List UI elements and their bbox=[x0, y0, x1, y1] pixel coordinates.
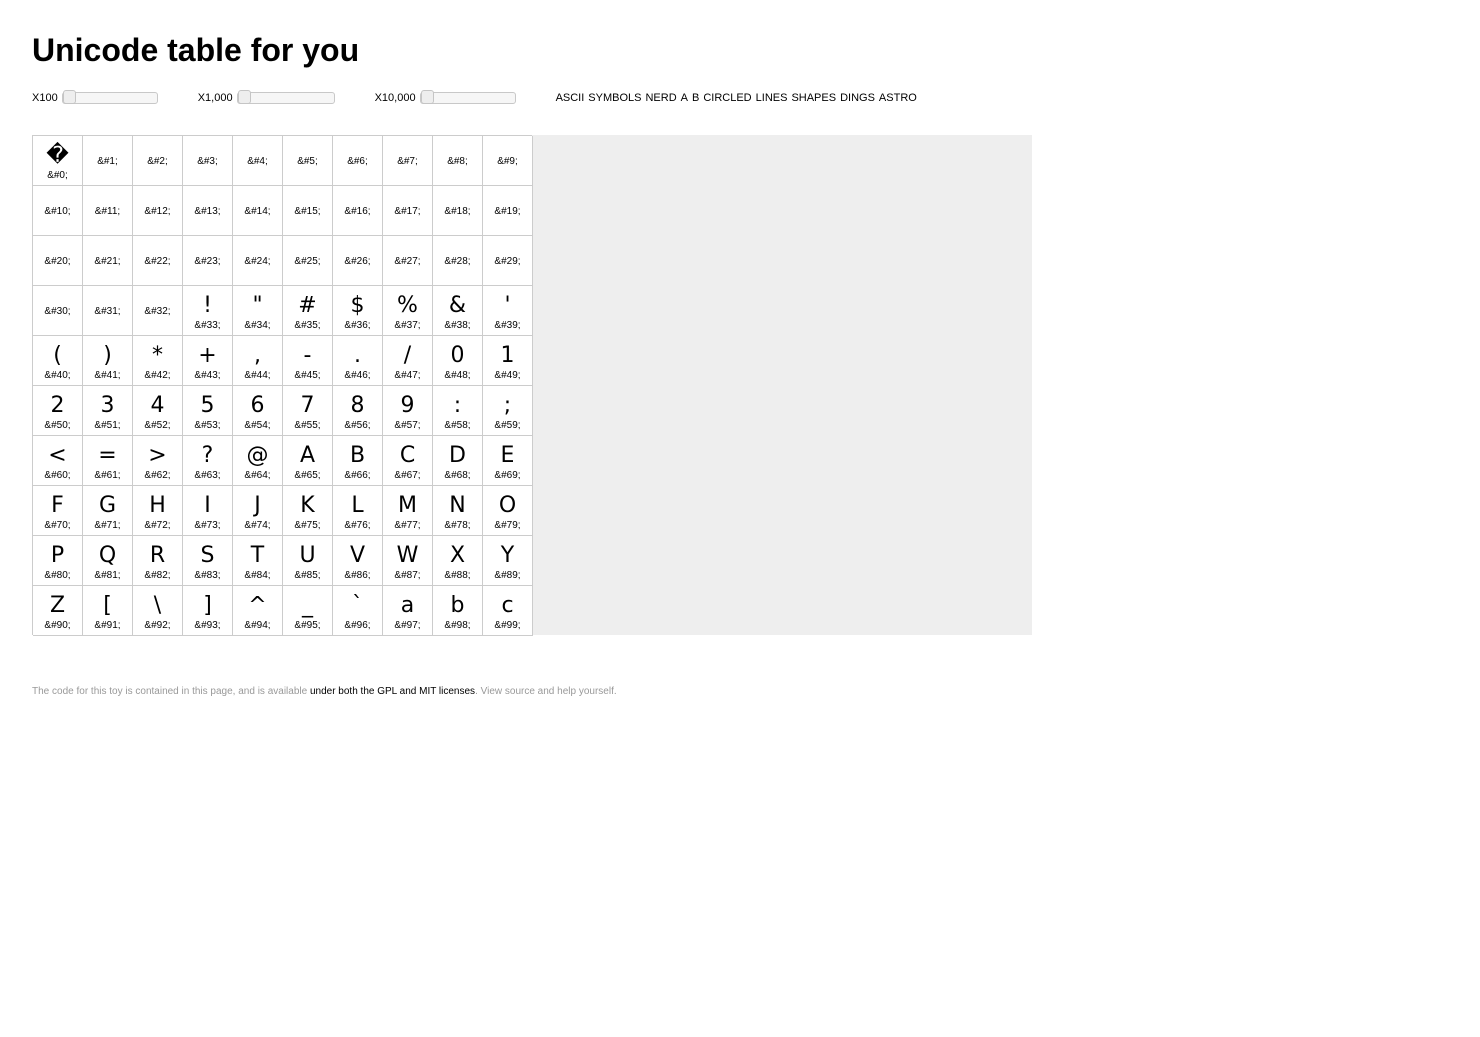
char-glyph: X bbox=[449, 543, 466, 568]
table-panel bbox=[32, 135, 1032, 635]
char-cell[interactable] bbox=[433, 136, 483, 186]
preset-links bbox=[556, 92, 921, 104]
char-cell[interactable] bbox=[33, 386, 83, 436]
char-code: &#15; bbox=[294, 206, 321, 217]
char-code: &#58; bbox=[444, 420, 471, 431]
char-cell[interactable] bbox=[83, 486, 133, 536]
char-glyph: , bbox=[254, 343, 261, 368]
char-cell[interactable] bbox=[33, 186, 83, 236]
slider-x100[interactable] bbox=[62, 92, 158, 104]
char-cell[interactable] bbox=[433, 486, 483, 536]
char-cell[interactable] bbox=[233, 336, 283, 386]
char-cell[interactable] bbox=[33, 136, 83, 186]
char-code: &#92; bbox=[144, 620, 171, 631]
char-cell[interactable] bbox=[333, 136, 383, 186]
char-glyph: & bbox=[448, 293, 467, 318]
char-cell[interactable] bbox=[383, 436, 433, 486]
char-cell[interactable] bbox=[433, 436, 483, 486]
char-cell[interactable] bbox=[83, 536, 133, 586]
slider-label-x100: X100 bbox=[32, 92, 58, 104]
char-cell[interactable] bbox=[33, 536, 83, 586]
char-glyph: O bbox=[498, 493, 517, 518]
char-glyph: Z bbox=[49, 593, 66, 618]
char-code: &#52; bbox=[144, 420, 171, 431]
char-glyph: 9 bbox=[400, 393, 415, 418]
preset-astro[interactable]: ASTRO bbox=[878, 92, 917, 104]
char-cell[interactable] bbox=[483, 186, 533, 236]
char-cell[interactable] bbox=[333, 336, 383, 386]
char-cell[interactable] bbox=[283, 286, 333, 336]
char-cell[interactable] bbox=[333, 586, 383, 636]
char-code: &#67; bbox=[394, 470, 421, 481]
char-cell[interactable] bbox=[333, 486, 383, 536]
slider-thumb-x1000[interactable] bbox=[238, 90, 251, 104]
char-code: &#57; bbox=[394, 420, 421, 431]
char-glyph: ] bbox=[203, 593, 212, 618]
char-glyph: $ bbox=[350, 293, 365, 318]
char-cell[interactable] bbox=[483, 586, 533, 636]
char-code: &#87; bbox=[394, 570, 421, 581]
unicode-grid bbox=[32, 135, 532, 635]
char-code: &#3; bbox=[197, 156, 218, 167]
char-cell[interactable] bbox=[483, 136, 533, 186]
char-cell[interactable] bbox=[233, 536, 283, 586]
preset-ascii[interactable]: ASCII bbox=[555, 92, 585, 104]
char-cell[interactable] bbox=[183, 536, 233, 586]
char-code: &#65; bbox=[294, 470, 321, 481]
char-glyph: 8 bbox=[350, 393, 365, 418]
char-code: &#94; bbox=[244, 620, 271, 631]
char-code: &#60; bbox=[44, 470, 71, 481]
char-cell[interactable] bbox=[383, 186, 433, 236]
char-code: &#31; bbox=[94, 306, 121, 317]
char-cell[interactable] bbox=[233, 386, 283, 436]
char-code: &#90; bbox=[44, 620, 71, 631]
char-code: &#74; bbox=[244, 520, 271, 531]
char-code: &#45; bbox=[294, 370, 321, 381]
char-code: &#27; bbox=[394, 256, 421, 267]
slider-group-x10000 bbox=[375, 92, 516, 104]
char-glyph: \ bbox=[153, 593, 162, 618]
char-code: &#40; bbox=[44, 370, 71, 381]
char-cell[interactable] bbox=[333, 286, 383, 336]
char-code: &#76; bbox=[344, 520, 371, 531]
char-code: &#26; bbox=[344, 256, 371, 267]
char-code: &#79; bbox=[494, 520, 521, 531]
char-glyph: M bbox=[398, 493, 417, 518]
char-code: &#85; bbox=[294, 570, 321, 581]
char-code: &#36; bbox=[344, 320, 371, 331]
char-code: &#34; bbox=[244, 320, 271, 331]
char-glyph: Q bbox=[98, 543, 117, 568]
char-cell[interactable] bbox=[83, 286, 133, 336]
char-cell[interactable] bbox=[133, 586, 183, 636]
char-cell[interactable] bbox=[183, 486, 233, 536]
preset-lines[interactable]: LINES bbox=[755, 92, 788, 104]
char-cell[interactable] bbox=[283, 486, 333, 536]
char-glyph: 6 bbox=[250, 393, 265, 418]
char-code: &#46; bbox=[344, 370, 371, 381]
char-code: &#32; bbox=[144, 306, 171, 317]
slider-label-x10000: X10,000 bbox=[374, 92, 416, 104]
char-code: &#43; bbox=[194, 370, 221, 381]
char-code: &#0; bbox=[47, 170, 68, 181]
slider-group-x100 bbox=[32, 92, 158, 104]
char-code: &#51; bbox=[94, 420, 121, 431]
char-cell[interactable] bbox=[333, 386, 383, 436]
preset-shapes[interactable]: SHAPES bbox=[791, 92, 837, 104]
footer-text-before: The code for this toy is contained in this page, and is available bbox=[32, 686, 310, 697]
char-code: &#42; bbox=[144, 370, 171, 381]
char-glyph: 1 bbox=[500, 343, 515, 368]
char-code: &#44; bbox=[244, 370, 271, 381]
char-cell[interactable] bbox=[383, 536, 433, 586]
char-code: &#48; bbox=[444, 370, 471, 381]
char-code: &#71; bbox=[94, 520, 121, 531]
char-code: &#9; bbox=[497, 156, 518, 167]
char-code: &#91; bbox=[94, 620, 121, 631]
char-code: &#55; bbox=[294, 420, 321, 431]
char-cell[interactable] bbox=[183, 186, 233, 236]
char-glyph: S bbox=[200, 543, 215, 568]
char-glyph: F bbox=[51, 493, 64, 518]
char-glyph: I bbox=[204, 493, 211, 518]
char-code: &#54; bbox=[244, 420, 271, 431]
char-cell[interactable] bbox=[333, 536, 383, 586]
char-cell[interactable] bbox=[133, 236, 183, 286]
char-code: &#30; bbox=[44, 306, 71, 317]
char-glyph: H bbox=[149, 493, 166, 518]
char-code: &#93; bbox=[194, 620, 221, 631]
char-glyph: 3 bbox=[100, 393, 115, 418]
char-glyph: B bbox=[349, 443, 366, 468]
char-cell[interactable] bbox=[33, 236, 83, 286]
char-cell[interactable] bbox=[183, 236, 233, 286]
char-glyph: 7 bbox=[300, 393, 315, 418]
char-glyph: D bbox=[449, 443, 466, 468]
char-code: &#70; bbox=[44, 520, 71, 531]
char-code: &#82; bbox=[144, 570, 171, 581]
char-glyph: ( bbox=[53, 343, 62, 368]
char-glyph: � bbox=[46, 143, 69, 168]
char-glyph: / bbox=[403, 343, 412, 368]
char-code: &#28; bbox=[444, 256, 471, 267]
char-code: &#1; bbox=[97, 156, 118, 167]
char-cell[interactable] bbox=[133, 536, 183, 586]
char-cell[interactable] bbox=[183, 586, 233, 636]
char-code: &#97; bbox=[394, 620, 421, 631]
char-code: &#16; bbox=[344, 206, 371, 217]
char-code: &#77; bbox=[394, 520, 421, 531]
char-glyph: ? bbox=[201, 443, 214, 468]
char-code: &#98; bbox=[444, 620, 471, 631]
char-code: &#73; bbox=[194, 520, 221, 531]
char-glyph: 5 bbox=[200, 393, 215, 418]
preset-a[interactable]: A bbox=[680, 92, 688, 104]
char-glyph: < bbox=[48, 443, 67, 468]
slider-label-x1000: X1,000 bbox=[197, 92, 233, 104]
char-cell[interactable] bbox=[433, 536, 483, 586]
char-cell[interactable] bbox=[133, 136, 183, 186]
char-cell[interactable] bbox=[283, 536, 333, 586]
char-glyph: > bbox=[148, 443, 167, 468]
char-cell[interactable] bbox=[233, 136, 283, 186]
char-code: &#2; bbox=[147, 156, 168, 167]
char-code: &#78; bbox=[444, 520, 471, 531]
char-cell[interactable] bbox=[483, 336, 533, 386]
char-glyph: # bbox=[298, 293, 317, 318]
char-code: &#22; bbox=[144, 256, 171, 267]
char-glyph: 4 bbox=[150, 393, 165, 418]
char-code: &#4; bbox=[247, 156, 268, 167]
char-code: &#84; bbox=[244, 570, 271, 581]
char-glyph: ' bbox=[504, 293, 511, 318]
char-glyph: G bbox=[98, 493, 117, 518]
char-cell[interactable] bbox=[183, 436, 233, 486]
char-code: &#47; bbox=[394, 370, 421, 381]
char-cell[interactable] bbox=[483, 486, 533, 536]
char-cell[interactable] bbox=[83, 386, 133, 436]
preset-nerd[interactable]: NERD bbox=[645, 92, 677, 104]
char-cell[interactable] bbox=[433, 286, 483, 336]
char-glyph: Y bbox=[500, 543, 515, 568]
char-code: &#53; bbox=[194, 420, 221, 431]
char-code: &#96; bbox=[344, 620, 371, 631]
char-code: &#56; bbox=[344, 420, 371, 431]
char-cell[interactable] bbox=[183, 386, 233, 436]
char-cell[interactable] bbox=[33, 286, 83, 336]
char-glyph: C bbox=[399, 443, 416, 468]
char-glyph: @ bbox=[246, 443, 269, 468]
char-cell[interactable] bbox=[83, 236, 133, 286]
char-code: &#24; bbox=[244, 256, 271, 267]
char-cell[interactable] bbox=[483, 236, 533, 286]
char-code: &#68; bbox=[444, 470, 471, 481]
char-cell[interactable] bbox=[133, 436, 183, 486]
char-cell[interactable] bbox=[433, 386, 483, 436]
license-link[interactable]: under both the GPL and MIT licenses bbox=[309, 686, 476, 697]
char-code: &#7; bbox=[397, 156, 418, 167]
char-cell[interactable] bbox=[133, 336, 183, 386]
char-cell[interactable] bbox=[383, 486, 433, 536]
char-cell[interactable] bbox=[233, 436, 283, 486]
char-cell[interactable] bbox=[383, 386, 433, 436]
char-code: &#80; bbox=[44, 570, 71, 581]
char-code: &#5; bbox=[297, 156, 318, 167]
char-code: &#88; bbox=[444, 570, 471, 581]
char-cell[interactable] bbox=[33, 436, 83, 486]
char-cell[interactable] bbox=[83, 586, 133, 636]
preset-dings[interactable]: DINGS bbox=[840, 92, 875, 104]
char-glyph: _ bbox=[302, 593, 313, 618]
slider-x10000[interactable] bbox=[420, 92, 516, 104]
char-cell[interactable] bbox=[283, 336, 333, 386]
char-glyph: N bbox=[449, 493, 466, 518]
char-cell[interactable] bbox=[283, 236, 333, 286]
char-cell[interactable] bbox=[133, 286, 183, 336]
char-code: &#61; bbox=[94, 470, 121, 481]
char-cell[interactable] bbox=[233, 186, 283, 236]
char-cell[interactable] bbox=[483, 436, 533, 486]
char-code: &#72; bbox=[144, 520, 171, 531]
char-cell[interactable] bbox=[33, 336, 83, 386]
char-cell[interactable] bbox=[433, 336, 483, 386]
controls-bar bbox=[32, 88, 921, 108]
char-code: &#37; bbox=[394, 320, 421, 331]
char-code: &#50; bbox=[44, 420, 71, 431]
char-code: &#25; bbox=[294, 256, 321, 267]
char-cell[interactable] bbox=[383, 136, 433, 186]
char-cell[interactable] bbox=[383, 336, 433, 386]
char-code: &#89; bbox=[494, 570, 521, 581]
char-cell[interactable] bbox=[233, 236, 283, 286]
footer bbox=[32, 686, 617, 697]
char-code: &#10; bbox=[44, 206, 71, 217]
char-code: &#41; bbox=[94, 370, 121, 381]
char-code: &#35; bbox=[294, 320, 321, 331]
char-code: &#18; bbox=[444, 206, 471, 217]
char-cell[interactable] bbox=[433, 186, 483, 236]
char-code: &#33; bbox=[194, 320, 221, 331]
char-glyph: J bbox=[254, 493, 261, 518]
char-code: &#21; bbox=[94, 256, 121, 267]
char-cell[interactable] bbox=[33, 586, 83, 636]
char-cell[interactable] bbox=[283, 186, 333, 236]
char-cell[interactable] bbox=[283, 436, 333, 486]
char-glyph: [ bbox=[103, 593, 112, 618]
char-glyph: ! bbox=[203, 293, 212, 318]
char-cell[interactable] bbox=[133, 486, 183, 536]
preset-circled[interactable]: CIRCLED bbox=[703, 92, 752, 104]
char-code: &#39; bbox=[494, 320, 521, 331]
char-cell[interactable] bbox=[333, 186, 383, 236]
char-cell[interactable] bbox=[183, 336, 233, 386]
char-cell[interactable] bbox=[233, 586, 283, 636]
char-cell[interactable] bbox=[383, 286, 433, 336]
char-cell[interactable] bbox=[83, 186, 133, 236]
char-code: &#64; bbox=[244, 470, 271, 481]
char-cell[interactable] bbox=[333, 436, 383, 486]
char-glyph: = bbox=[98, 443, 117, 468]
char-glyph: 0 bbox=[450, 343, 465, 368]
char-cell[interactable] bbox=[133, 186, 183, 236]
slider-thumb-x100[interactable] bbox=[63, 90, 76, 104]
char-code: &#11; bbox=[94, 206, 121, 217]
char-cell[interactable] bbox=[483, 386, 533, 436]
char-code: &#75; bbox=[294, 520, 321, 531]
char-glyph: . bbox=[354, 343, 361, 368]
char-cell[interactable] bbox=[283, 136, 333, 186]
char-code: &#12; bbox=[144, 206, 171, 217]
char-cell[interactable] bbox=[183, 286, 233, 336]
char-glyph: L bbox=[351, 493, 364, 518]
char-cell[interactable] bbox=[383, 586, 433, 636]
char-cell[interactable] bbox=[83, 436, 133, 486]
char-glyph: 2 bbox=[50, 393, 65, 418]
char-code: &#66; bbox=[344, 470, 371, 481]
char-cell[interactable] bbox=[283, 586, 333, 636]
char-cell[interactable] bbox=[133, 386, 183, 436]
char-code: &#62; bbox=[144, 470, 171, 481]
char-glyph: + bbox=[198, 343, 217, 368]
char-glyph: b bbox=[450, 593, 465, 618]
char-code: &#83; bbox=[194, 570, 221, 581]
char-glyph: - bbox=[303, 343, 312, 368]
slider-group-x1000 bbox=[198, 92, 335, 104]
char-code: &#99; bbox=[494, 620, 521, 631]
char-cell[interactable] bbox=[433, 586, 483, 636]
char-code: &#69; bbox=[494, 470, 521, 481]
char-code: &#49; bbox=[494, 370, 521, 381]
char-code: &#14; bbox=[244, 206, 271, 217]
char-cell[interactable] bbox=[283, 386, 333, 436]
preset-symbols[interactable]: SYMBOLS bbox=[588, 92, 642, 104]
char-cell[interactable] bbox=[383, 236, 433, 286]
char-code: &#6; bbox=[347, 156, 368, 167]
char-glyph: ^ bbox=[248, 593, 267, 618]
char-code: &#8; bbox=[447, 156, 468, 167]
char-glyph: E bbox=[500, 443, 515, 468]
char-cell[interactable] bbox=[483, 536, 533, 586]
char-cell[interactable] bbox=[183, 136, 233, 186]
char-code: &#17; bbox=[394, 206, 421, 217]
char-glyph: c bbox=[501, 593, 514, 618]
char-code: &#95; bbox=[294, 620, 321, 631]
preset-b[interactable]: B bbox=[692, 92, 700, 104]
char-code: &#81; bbox=[94, 570, 121, 581]
page-title: Unicode table for you bbox=[32, 32, 360, 68]
char-glyph: R bbox=[149, 543, 166, 568]
char-code: &#19; bbox=[494, 206, 521, 217]
char-cell[interactable] bbox=[33, 486, 83, 536]
footer-text-after: . View source and help yourself. bbox=[475, 686, 617, 697]
char-glyph: ; bbox=[503, 393, 512, 418]
char-glyph: a bbox=[400, 593, 415, 618]
char-code: &#23; bbox=[194, 256, 221, 267]
char-code: &#13; bbox=[194, 206, 221, 217]
char-glyph: ` bbox=[352, 593, 363, 618]
char-code: &#86; bbox=[344, 570, 371, 581]
char-cell[interactable] bbox=[483, 286, 533, 336]
char-cell[interactable] bbox=[433, 236, 483, 286]
char-glyph: W bbox=[396, 543, 419, 568]
char-glyph: P bbox=[50, 543, 65, 568]
char-code: &#63; bbox=[194, 470, 221, 481]
slider-thumb-x10000[interactable] bbox=[421, 90, 434, 104]
char-cell[interactable] bbox=[83, 336, 133, 386]
char-glyph: * bbox=[152, 343, 163, 368]
char-cell[interactable] bbox=[333, 236, 383, 286]
char-glyph: ) bbox=[103, 343, 112, 368]
char-code: &#38; bbox=[444, 320, 471, 331]
char-cell[interactable] bbox=[233, 486, 283, 536]
char-code: &#29; bbox=[494, 256, 521, 267]
char-glyph: " bbox=[252, 293, 263, 318]
char-code: &#20; bbox=[44, 256, 71, 267]
char-glyph: : bbox=[453, 393, 462, 418]
slider-x1000[interactable] bbox=[237, 92, 335, 104]
char-glyph: U bbox=[299, 543, 316, 568]
char-code: &#59; bbox=[494, 420, 521, 431]
char-glyph: V bbox=[349, 543, 366, 568]
char-glyph: K bbox=[300, 493, 315, 518]
char-glyph: A bbox=[299, 443, 316, 468]
char-cell[interactable] bbox=[83, 136, 133, 186]
char-cell[interactable] bbox=[233, 286, 283, 336]
char-glyph: T bbox=[250, 543, 265, 568]
char-glyph: % bbox=[397, 293, 418, 318]
